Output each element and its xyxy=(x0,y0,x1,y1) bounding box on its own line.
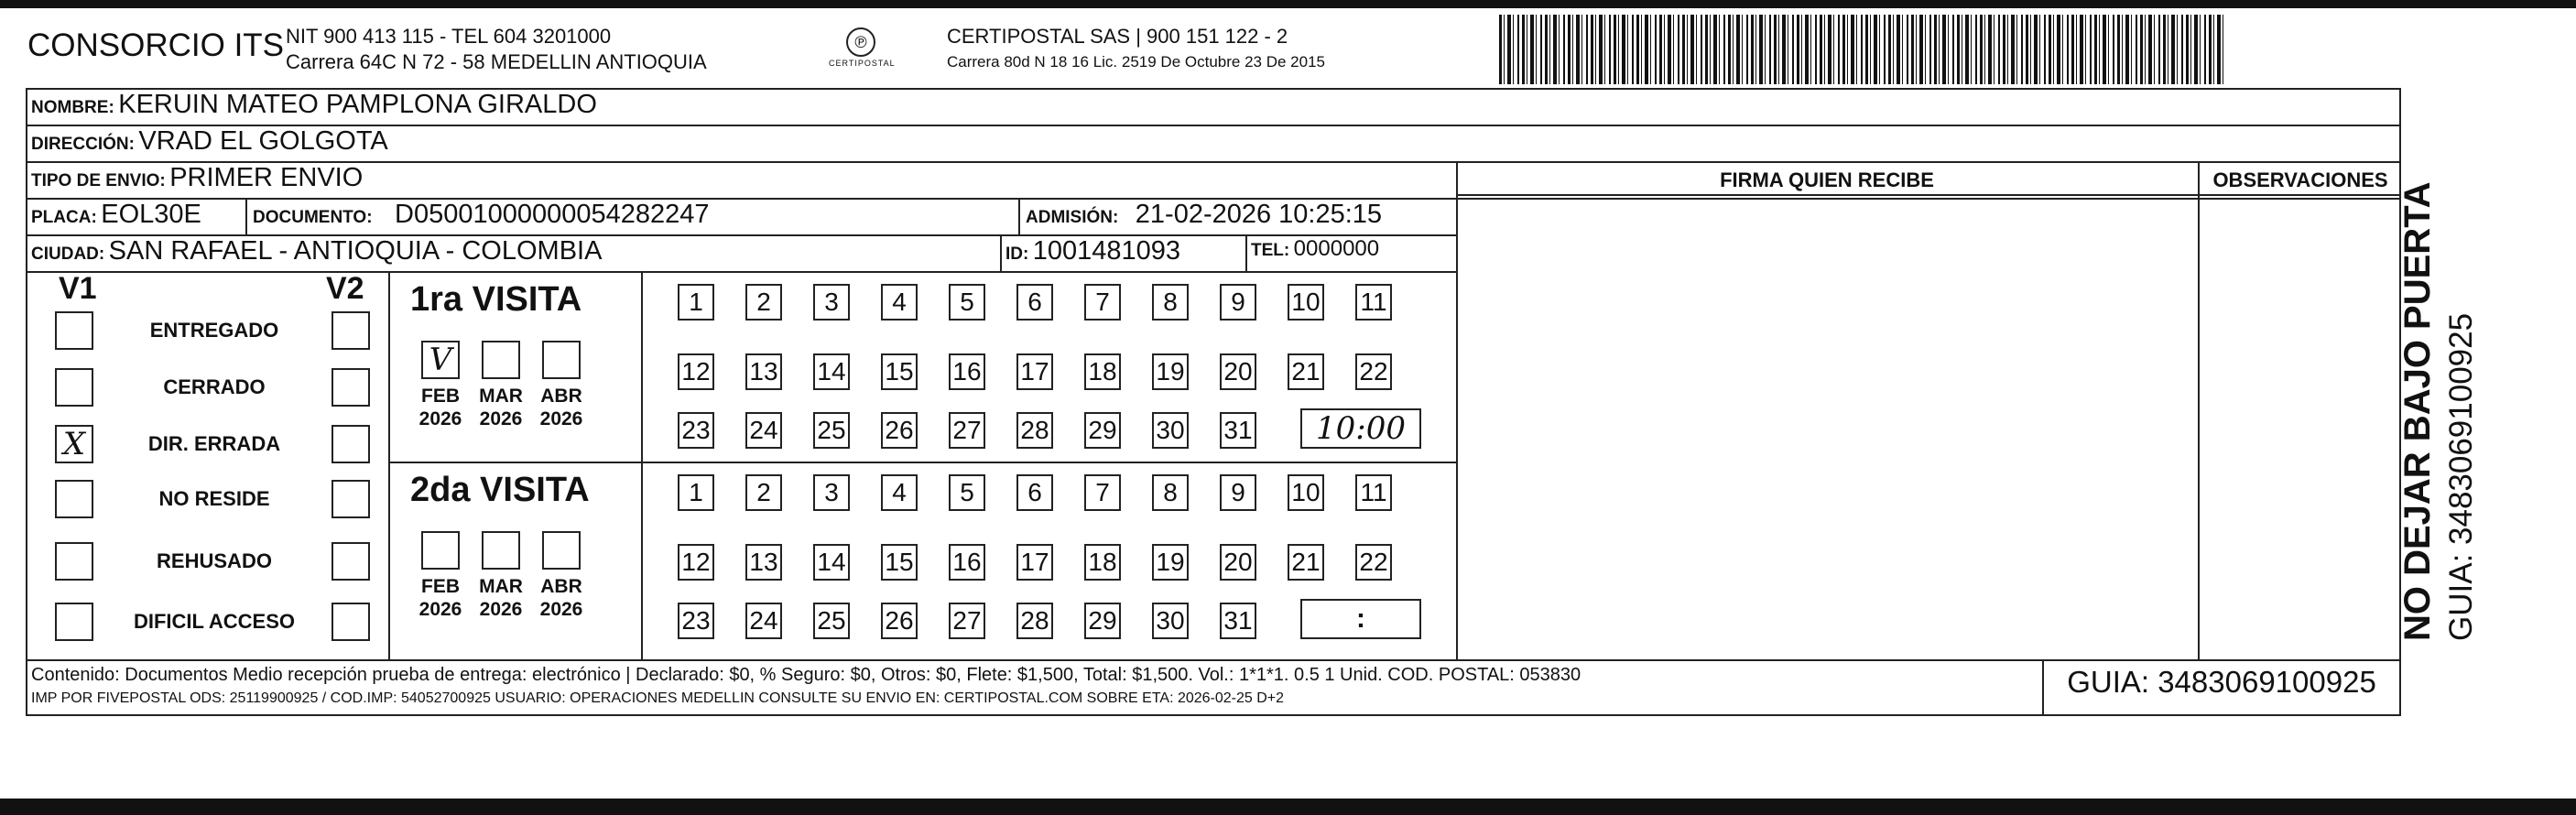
v2-checkbox[interactable] xyxy=(332,368,370,407)
visit2-day-box[interactable]: 21 xyxy=(1288,544,1324,581)
documento-cell xyxy=(253,200,710,230)
footer-impresion: IMP POR FIVEPOSTAL ODS: 25119900925 / COD.IMP: 54052700925 USUARIO: OPERACIONES MEDELLIN CONSULTE SU ENVIO EN: CERTIPOSTAL.COM SOBRE ETA: 2026-02-25 D+2 xyxy=(31,690,1285,706)
visit2-day-box[interactable]: 8 xyxy=(1152,474,1189,511)
visit1-month-year: 2026 xyxy=(479,408,523,429)
visit2-month-label xyxy=(471,575,531,621)
nombre-row xyxy=(31,90,597,120)
visit1-day-box[interactable]: 10 xyxy=(1288,284,1324,321)
visit2-month-name: FEB xyxy=(421,576,460,597)
company-nit: NIT 900 413 115 - TEL 604 3201000 xyxy=(286,25,612,48)
visit2-month-name: ABR xyxy=(540,576,582,597)
attempt-option-label: REHUSADO xyxy=(157,549,272,572)
visit2-day-box[interactable]: 16 xyxy=(949,544,985,581)
visit2-day-box[interactable]: 31 xyxy=(1220,603,1256,639)
v1-checkbox[interactable] xyxy=(55,603,93,641)
visit1-day-box[interactable]: 25 xyxy=(813,412,850,449)
footer-contenido: Contenido: Documentos Medio recepción prueba de entrega: electrónico | Declarado: $0, % Seguro: $0, Otros: $0, Flete: $1,500, Total: $1,500. Vol.: 1*1*1. 0.5 1 Unid. COD. POSTAL: 053830 xyxy=(31,665,1581,685)
company-name: CONSORCIO ITS xyxy=(27,27,285,63)
operator-info xyxy=(947,24,1325,75)
v2-checkbox[interactable] xyxy=(332,542,370,581)
visit1-day-box[interactable]: 26 xyxy=(881,412,918,449)
tipo-label: TIPO DE ENVIO: xyxy=(31,171,166,190)
visit2-day-box[interactable]: 28 xyxy=(1016,603,1053,639)
visit2-month-year: 2026 xyxy=(479,599,523,620)
visit2-month-checkbox[interactable] xyxy=(542,531,581,570)
visit1-day-box[interactable]: 7 xyxy=(1084,284,1121,321)
visit2-day-box[interactable]: 18 xyxy=(1084,544,1121,581)
visit1-day-box[interactable]: 16 xyxy=(949,353,985,390)
visit1-month-name: MAR xyxy=(479,386,523,407)
visit2-day-box[interactable]: 30 xyxy=(1152,603,1189,639)
barcode-icon xyxy=(1499,15,2226,84)
admision-value: 21-02-2026 10:25:15 xyxy=(1135,200,1383,229)
v1-checkbox[interactable] xyxy=(55,368,93,407)
visit2-day-box[interactable]: 3 xyxy=(813,474,850,511)
v2-checkbox[interactable] xyxy=(332,425,370,463)
placa-cell xyxy=(31,200,201,230)
attempt-option-label: DIR. ERRADA xyxy=(147,432,281,455)
visit2-day-box[interactable]: 25 xyxy=(813,603,850,639)
v1-checkbox[interactable] xyxy=(55,542,93,581)
visit1-day-box[interactable]: 21 xyxy=(1288,353,1324,390)
nombre-value: KERUIN MATEO PAMPLONA GIRALDO xyxy=(118,90,597,119)
company-address: Carrera 64C N 72 - 58 MEDELLIN ANTIOQUIA xyxy=(286,50,707,73)
firma-header: FIRMA QUIEN RECIBE xyxy=(1720,168,1934,191)
direccion-value: VRAD EL GOLGOTA xyxy=(138,126,388,156)
v1-checkbox[interactable] xyxy=(55,311,93,350)
visit1-day-box[interactable]: 29 xyxy=(1084,412,1121,449)
observations-area[interactable] xyxy=(2200,196,2399,659)
attempt-option-label: DIFICIL ACCESO xyxy=(133,610,295,633)
tipo-row xyxy=(31,163,363,193)
operator-nit: CERTIPOSTAL SAS | 900 151 122 - 2 xyxy=(947,25,1288,48)
visit2-day-box[interactable]: 14 xyxy=(813,544,850,581)
ciudad-value: SAN RAFAEL - ANTIOQUIA - COLOMBIA xyxy=(108,236,603,266)
visit2-day-box[interactable]: 20 xyxy=(1220,544,1256,581)
visit1-day-box[interactable]: 4 xyxy=(881,284,918,321)
visit2-day-box[interactable]: 7 xyxy=(1084,474,1121,511)
v1-checkbox[interactable] xyxy=(55,480,93,518)
top-border xyxy=(0,0,2576,8)
visit1-month-label xyxy=(531,385,592,430)
visit1-month-checkbox[interactable] xyxy=(542,341,581,379)
direccion-label: DIRECCIÓN: xyxy=(31,135,135,154)
visit1-month-year: 2026 xyxy=(539,408,583,429)
visit1-day-box[interactable]: 6 xyxy=(1016,284,1053,321)
visit1-day-box[interactable]: 24 xyxy=(745,412,782,449)
v2-header: V2 xyxy=(326,271,364,306)
visit1-day-box[interactable]: 30 xyxy=(1152,412,1189,449)
v2-checkbox[interactable] xyxy=(332,480,370,518)
visit2-month-label xyxy=(531,575,592,621)
visit2-day-box[interactable]: 27 xyxy=(949,603,985,639)
visit2-day-box[interactable]: 13 xyxy=(745,544,782,581)
visit1-day-box[interactable]: 31 xyxy=(1220,412,1256,449)
visit2-month-year: 2026 xyxy=(539,599,583,620)
admision-cell xyxy=(1026,200,1382,230)
visit2-month-checkbox[interactable] xyxy=(421,531,460,570)
side-warning: NO DEJAR BAJO PUERTA xyxy=(2397,181,2438,641)
visit2-month-name: MAR xyxy=(479,576,523,597)
visit2-day-box[interactable]: 6 xyxy=(1016,474,1053,511)
v1-checkbox[interactable]: X xyxy=(55,425,93,463)
visit1-month-checkbox[interactable] xyxy=(482,341,520,379)
visit2-day-box[interactable]: 29 xyxy=(1084,603,1121,639)
visit1-day-box[interactable]: 18 xyxy=(1084,353,1121,390)
id-value: 1001481093 xyxy=(1032,236,1181,266)
direccion-row xyxy=(31,126,388,157)
visit1-day-box[interactable]: 20 xyxy=(1220,353,1256,390)
visit1-time-field[interactable]: 10:00 xyxy=(1300,408,1421,449)
footer-guia: GUIA: 3483069100925 xyxy=(2067,665,2376,699)
visit2-month-label xyxy=(410,575,471,621)
visit2-day-box[interactable]: 24 xyxy=(745,603,782,639)
visit1-month-checkbox[interactable]: V xyxy=(421,341,460,379)
visit2-day-box[interactable]: 12 xyxy=(678,544,714,581)
visit2-day-box[interactable]: 19 xyxy=(1152,544,1189,581)
v2-checkbox[interactable] xyxy=(332,311,370,350)
attempt-option-label: ENTREGADO xyxy=(149,319,279,342)
ciudad-label: CIUDAD: xyxy=(31,244,105,264)
visit2-day-box[interactable]: 10 xyxy=(1288,474,1324,511)
visit1-month-label xyxy=(410,385,471,430)
visit1-day-box[interactable]: 8 xyxy=(1152,284,1189,321)
visit1-month-name: FEB xyxy=(421,386,460,407)
tel-label: TEL: xyxy=(1251,241,1290,260)
visit1-day-box[interactable]: 14 xyxy=(813,353,850,390)
id-cell xyxy=(1005,236,1180,266)
v2-checkbox[interactable] xyxy=(332,603,370,641)
placa-label: PLACA: xyxy=(31,208,97,227)
nombre-label: NOMBRE: xyxy=(31,98,114,117)
attempt-option-label: CERRADO xyxy=(163,375,266,398)
visit1-day-box[interactable]: 23 xyxy=(678,412,714,449)
visit1-day-box[interactable]: 3 xyxy=(813,284,850,321)
visit2-day-box[interactable]: 2 xyxy=(745,474,782,511)
visit2-time-field[interactable]: : xyxy=(1300,599,1421,639)
visit1-title: 1ra VISITA xyxy=(410,280,582,319)
signature-area[interactable] xyxy=(1458,196,2196,659)
visit1-day-box[interactable]: 2 xyxy=(745,284,782,321)
visit1-day-box[interactable]: 13 xyxy=(745,353,782,390)
visit1-day-box[interactable]: 5 xyxy=(949,284,985,321)
certipostal-logo-icon: ℗ xyxy=(846,27,875,57)
tel-value: 0000000 xyxy=(1293,236,1380,261)
visit1-day-box[interactable]: 19 xyxy=(1152,353,1189,390)
visit2-title: 2da VISITA xyxy=(410,471,590,509)
visit2-day-box[interactable]: 4 xyxy=(881,474,918,511)
visit1-day-box[interactable]: 17 xyxy=(1016,353,1053,390)
visit1-day-box[interactable]: 12 xyxy=(678,353,714,390)
placa-value: EOL30E xyxy=(101,200,201,229)
visit2-day-box[interactable]: 15 xyxy=(881,544,918,581)
visit1-day-box[interactable]: 11 xyxy=(1355,284,1392,321)
admision-label: ADMISIÓN: xyxy=(1026,208,1119,227)
visit1-day-box[interactable]: 1 xyxy=(678,284,714,321)
operator-license: Carrera 80d N 18 16 Lic. 2519 De Octubre 23 De 2015 xyxy=(947,53,1325,71)
visit2-month-checkbox[interactable] xyxy=(482,531,520,570)
ciudad-cell xyxy=(31,236,602,266)
visit2-month-year: 2026 xyxy=(418,599,462,620)
id-label: ID: xyxy=(1005,244,1029,264)
visit2-day-box[interactable]: 9 xyxy=(1220,474,1256,511)
visit2-day-box[interactable]: 1 xyxy=(678,474,714,511)
visit1-day-box[interactable]: 9 xyxy=(1220,284,1256,321)
visit1-month-year: 2026 xyxy=(418,408,462,429)
company-info xyxy=(286,24,707,75)
visit2-day-box[interactable]: 26 xyxy=(881,603,918,639)
attempt-option-label: NO RESIDE xyxy=(158,487,270,510)
visit1-day-box[interactable]: 28 xyxy=(1016,412,1053,449)
side-guia: GUIA: 3483069100925 xyxy=(2443,312,2479,641)
visit2-day-box[interactable]: 11 xyxy=(1355,474,1392,511)
visit2-day-box[interactable]: 5 xyxy=(949,474,985,511)
logo-caption: CERTIPOSTAL xyxy=(829,59,896,68)
visit1-month-name: ABR xyxy=(540,386,582,407)
visit1-day-box[interactable]: 27 xyxy=(949,412,985,449)
documento-value: D05001000000054282247 xyxy=(395,200,710,229)
v1-header: V1 xyxy=(59,271,97,306)
tipo-value: PRIMER ENVIO xyxy=(169,163,364,192)
visit2-day-box[interactable]: 23 xyxy=(678,603,714,639)
bottom-border xyxy=(0,799,2576,815)
tel-cell xyxy=(1251,236,1379,262)
visit1-day-box[interactable]: 15 xyxy=(881,353,918,390)
documento-label: DOCUMENTO: xyxy=(253,208,373,227)
visit2-day-box[interactable]: 17 xyxy=(1016,544,1053,581)
visit1-day-box[interactable]: 22 xyxy=(1355,353,1392,390)
visit2-day-box[interactable]: 22 xyxy=(1355,544,1392,581)
observaciones-header: OBSERVACIONES xyxy=(2212,168,2388,191)
visit1-month-label xyxy=(471,385,531,430)
